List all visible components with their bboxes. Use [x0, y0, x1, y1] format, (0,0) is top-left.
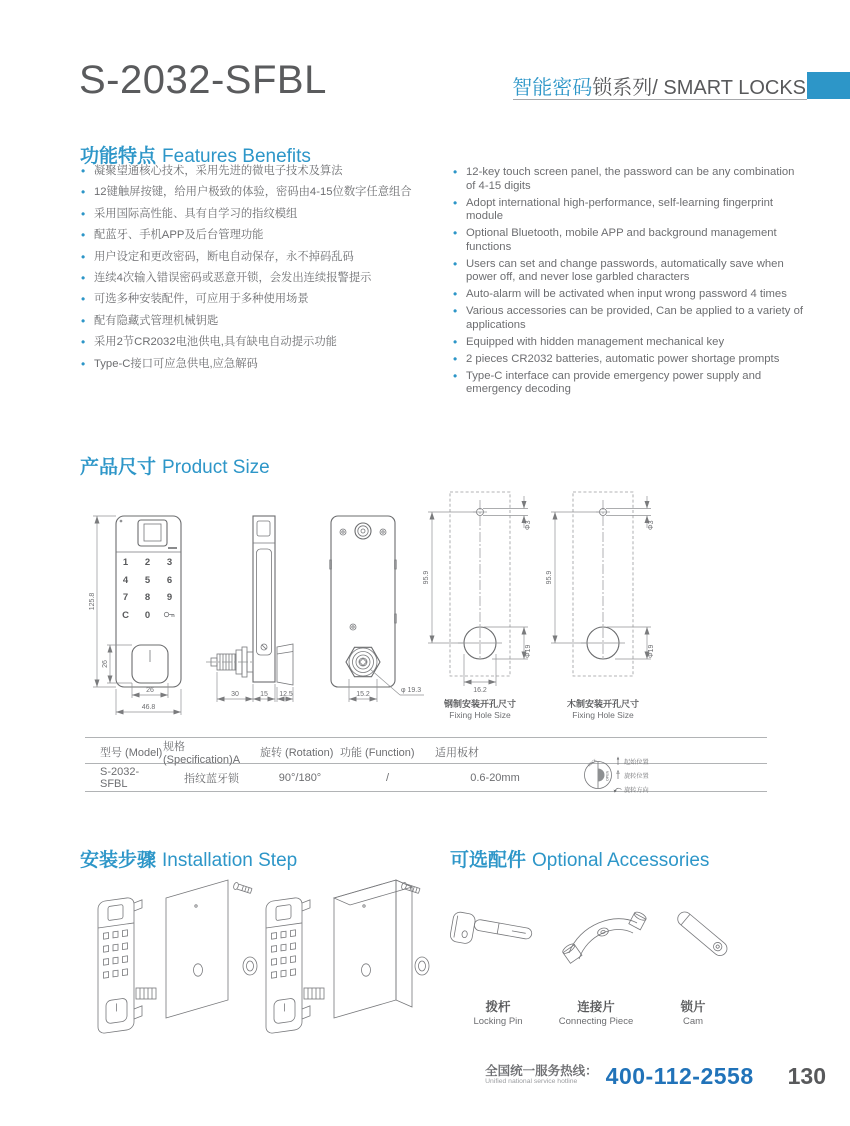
svg-text:C: C — [122, 610, 129, 621]
feature-item: • 采用国际高性能、具有自学习的指纹模组 — [80, 208, 452, 221]
feature-item: • Equipped with hidden management mechanical key — [452, 336, 806, 350]
accessory-label — [452, 997, 544, 1027]
feature-item: • 12键触屏按键，给用户极致的体验，密码由4-15位数字任意组合 — [80, 186, 452, 199]
feature-item: • 可选多种安装配件，可应用于多种使用场景 — [80, 293, 452, 306]
cell-model: S-2032-SFBL — [100, 765, 140, 790]
wood-fixing-hole-diagram — [546, 492, 655, 720]
page-number: 130 — [787, 1063, 826, 1089]
svg-text:1: 1 — [122, 557, 129, 568]
svg-text:6: 6 — [166, 575, 173, 586]
dim-label: Φ19 — [648, 644, 655, 658]
legend-item: 旋转方向 — [624, 787, 649, 794]
series-highlight: 智能密码 — [512, 77, 593, 99]
feature-item: • 采用2节CR2032电池供电,具有缺电自动提示功能 — [80, 336, 452, 349]
connecting-piece-drawing — [561, 910, 647, 963]
svg-text:3: 3 — [166, 557, 173, 568]
key-icon — [164, 612, 174, 617]
feature-item: • 连续4次输入错误密码或恶意开锁，会发出连续报警提示 — [80, 272, 452, 285]
cell-plate-range: 0.6-20mm — [470, 771, 520, 784]
cell-rotation: 90°/180° — [278, 771, 322, 784]
diagram-label-en: Fixing Hole Size — [449, 710, 511, 720]
accessory-name-cn: 连接片 — [577, 1000, 615, 1014]
features-list-cn — [80, 165, 452, 379]
product-size-section-title: 产品尺寸 Product Size — [80, 457, 270, 478]
rotation-legend — [581, 749, 693, 799]
dim-label: 95.9 — [546, 570, 553, 585]
feature-item: • Type-C interface can provide emergency power supply and emergency decoding — [452, 370, 806, 397]
footer — [485, 1064, 826, 1088]
column-header: 适用板材 — [435, 747, 479, 759]
svg-text:9: 9 — [166, 592, 173, 603]
features-list-en — [452, 166, 806, 400]
legend-lock-label: LOCK — [587, 758, 598, 768]
legend-item: 起始位置 — [624, 759, 649, 766]
hollow-arrow-icon — [617, 771, 619, 774]
accessory-name-cn: 拨杆 — [485, 1000, 511, 1014]
dim-label: 26 — [146, 687, 154, 694]
accessory-name-cn: 锁片 — [680, 1000, 706, 1014]
cam-drawing — [675, 909, 730, 958]
hotline-en: Unified national service hotline — [485, 1078, 578, 1085]
cell-function: / — [385, 771, 390, 784]
header-divider — [513, 99, 807, 100]
dim-label: 125.8 — [89, 592, 96, 611]
installation-step-drawing — [78, 872, 430, 1040]
installation-thin-panel-assembly — [98, 880, 257, 1034]
installation-section-title: 安装步骤 Installation Step — [80, 850, 298, 871]
feature-item: • Auto-alarm will be activated when input wrong password 4 times — [452, 288, 806, 302]
installation-thick-panel-assembly — [266, 880, 429, 1034]
hotline-cn: 全国统一服务热线： — [485, 1064, 598, 1078]
svg-text:2: 2 — [144, 557, 151, 568]
accessory-name-en: Locking Pin — [473, 1016, 523, 1027]
column-header: 功能 (Function) — [340, 747, 415, 759]
nut-drawing — [243, 957, 257, 975]
steel-fixing-hole-diagram — [423, 492, 532, 720]
column-header: 规格 (Specification)A — [163, 741, 241, 766]
dim-label: 46.8 — [141, 704, 156, 711]
accessory-label — [650, 997, 736, 1027]
locking-pin-drawing — [449, 911, 533, 954]
diagram-label-cn: 木制安装开孔尺寸 — [566, 699, 640, 709]
accessory-name-en: Connecting Piece — [558, 1016, 634, 1027]
svg-text:5: 5 — [144, 575, 151, 586]
dim-label: 95.9 — [423, 570, 430, 585]
legend-item: 旋转位置 — [624, 773, 649, 780]
dim-label: 15 — [260, 691, 268, 698]
accessories-drawings — [445, 893, 757, 993]
feature-item: • 用户设定和更改密码，断电自动保存，永不掉码乱码 — [80, 251, 452, 264]
feature-item: • Various accessories can be provided, Can be applied to a variety of applications — [452, 305, 806, 332]
dim-label: Φ19 — [525, 644, 532, 658]
feature-item: • Optional Bluetooth, mobile APP and background management functions — [452, 227, 806, 254]
dim-label: 15.2 — [356, 691, 370, 698]
hotline-phone-number: 400-112-2558 — [605, 1063, 754, 1089]
legend-open-label: OPEN — [605, 770, 610, 781]
hotline-label — [485, 1065, 598, 1086]
accessory-label — [546, 997, 646, 1027]
feature-item: • Users can set and change passwords, automatically save when power off, and never lose garbled characters — [452, 258, 806, 285]
dim-label: 26 — [102, 660, 109, 668]
dim-label: 16.2 — [473, 687, 487, 694]
product-size-drawings — [80, 486, 695, 738]
feature-item: • 2 pieces CR2032 batteries, automatic power shortage prompts — [452, 353, 806, 367]
svg-text:7: 7 — [122, 592, 129, 603]
feature-item: • 凝聚望通核心技术，采用先进的微电子技术及算法 — [80, 165, 452, 178]
feature-item: • 配有隐藏式管理机械钥匙 — [80, 315, 452, 328]
diagram-label-en: Fixing Hole Size — [572, 710, 634, 720]
nut-drawing — [415, 957, 429, 975]
dim-label: Φ3 — [648, 520, 655, 530]
feature-item: • Type-C接口可应急供电,应急解码 — [80, 358, 452, 371]
accessories-section-title: 可选配件 Optional Accessories — [450, 850, 710, 871]
dim-label: Φ3 — [525, 520, 532, 530]
column-header: 型号 (Model) — [100, 747, 163, 759]
series-title — [480, 71, 806, 100]
back-view-drawing — [330, 516, 424, 702]
features-section-title: 功能特点 Features Benefits — [80, 146, 311, 167]
cell-specification: 指纹蓝牙锁 — [184, 772, 239, 785]
svg-text:0: 0 — [144, 610, 151, 621]
dim-label: 30 — [231, 691, 239, 698]
svg-text:4: 4 — [122, 575, 129, 586]
svg-text:8: 8 — [144, 592, 151, 603]
dim-label: 12.5 — [279, 691, 293, 698]
front-view-drawing — [89, 516, 181, 715]
diagram-label-cn: 钢制安装开孔尺寸 — [443, 699, 517, 709]
accessory-name-en: Cam — [682, 1016, 704, 1027]
dim-label: φ 19.3 — [401, 687, 422, 694]
series-rest: 锁系列/ SMART LOCKS — [592, 77, 806, 99]
page-title: S-2032-SFBL — [79, 58, 327, 102]
screw-drawing — [233, 882, 253, 894]
side-view-drawing — [206, 516, 293, 702]
feature-item: • 12-key touch screen panel, the password can be any combination of 4-15 digits — [452, 166, 806, 193]
feature-item: • 配蓝牙、手机APP及后台管理功能 — [80, 229, 452, 242]
feature-item: • Adopt international high-performance, self-learning fingerprint module — [452, 197, 806, 224]
accent-block — [807, 72, 850, 99]
column-header: 旋转 (Rotation) — [260, 747, 334, 759]
